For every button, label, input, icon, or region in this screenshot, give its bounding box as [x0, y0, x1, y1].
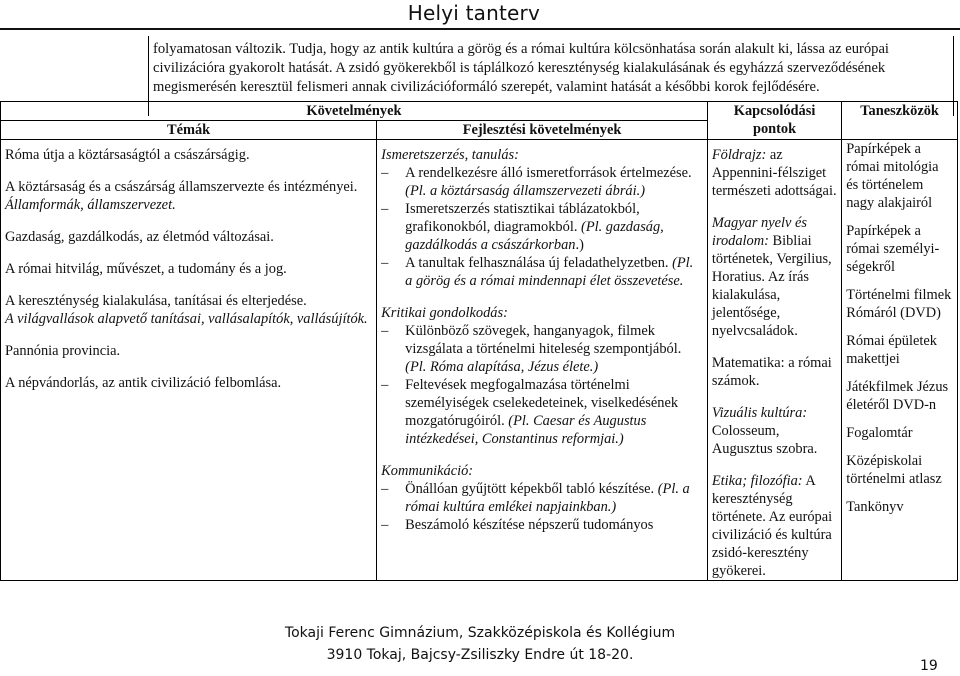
kapcs-item: Etika; filozófia: A kereszténység története. Az európai civilizáció és kultúra zsidó-keresztény gyökerei. — [711, 473, 833, 579]
kommunikacio-title: Kommunikáció: — [381, 463, 474, 479]
footer-line-2: 3910 Tokaj, Bajcsy-Zsiliszky Endre út 18-20. — [326, 647, 634, 663]
kapcsolodasi-header: Kapcsolódási pontok — [707, 102, 841, 140]
tema-item: A római hitvilág, művészet, a tudomány és a jog. — [5, 261, 287, 277]
fejlesztesi-header: Fejlesztési követelmények — [377, 121, 708, 140]
header-title: Helyi tanterv — [407, 1, 540, 25]
intro-paragraph: folyamatosan változik. Tudja, hogy az antik kultúra a görög és a római kultúra kölcsönhatása során alakult ki, lássa az európai civilizációra gyakorolt hatását. A zsidó gyökerekből is táplálkozó kereszténység kialakulásának és egyházzá szerveződésének megismerésén keresztül felismeri annak civilizációformáló szerepét, valamint hatását a későbbi korok fejlődésére. — [153, 41, 889, 95]
kapcs-item: Vizuális kultúra: Colosseum, Augusztus szobra. — [711, 405, 818, 457]
curriculum-table — [0, 101, 958, 581]
page-number: 19 — [920, 658, 938, 674]
kritikai-title: Kritikai gondolkodás: — [381, 305, 508, 321]
taneszkoz-item: Papírképek a római mitológia és történelem nagy alakjairól — [846, 141, 939, 211]
header-rule — [0, 28, 960, 30]
header-row-1 — [1, 102, 958, 121]
bullet-item: – Különböző szövegek, hanganyagok, filmek vizsgálata a történelmi hiteleség szempontjából. (Pl. Róma alapítása, Jézus élete.) — [381, 323, 682, 375]
tema-item: Pannónia provincia. — [5, 343, 121, 359]
tema-item: A világvallások alapvető tanításai, vallásalapítók, vallásújítók. — [5, 311, 368, 327]
footer-line-1: Tokaji Ferenc Gimnázium, Szakközépiskola és Kollégium — [284, 625, 676, 641]
taneszkoz-item: Fogalomtár — [846, 425, 913, 441]
bullet-item: – A rendelkezésre álló ismeretforrások értelmezése. (Pl. a köztársaság államszervezeti ábrái.) — [381, 165, 692, 199]
kovetelmenyek-header: Követelmények — [1, 102, 708, 121]
bullet-item: – Ismeretszerzés statisztikai táblázatokból, grafikonokból, diagramokból. (Pl. gazdaság, gazdálkodás a császárkorban.) — [381, 201, 664, 253]
page-header — [0, 0, 960, 26]
taneszkoz-item: Tankönyv — [846, 499, 904, 515]
bullet-item: – Beszámoló készítése népszerű tudományos — [381, 517, 654, 533]
taneszkoz-item: Játékfilmek Jézus életéről DVD-n — [846, 379, 949, 413]
ismeretszerzes-title: Ismeretszerzés, tanulás: — [381, 147, 519, 163]
temak-header: Témák — [1, 121, 377, 140]
bullet-item: – Feltevések megfogalmazása történelmi személyiségek cselekedeteinek, viselkedésének mozgatórugóiról. (Pl. Caesar és Augustus intézkedései, Constantinus reformjai.) — [381, 377, 679, 447]
fejlesztesi-cell — [377, 140, 708, 581]
page-footer — [0, 622, 960, 666]
taneszkozok-header: Taneszközök — [842, 102, 958, 140]
taneszkoz-item: Római épületek makettjei — [846, 333, 937, 367]
bullet-item: – Önállóan gyűjtött képekből tabló készítése. (Pl. a római kultúra emlékei napjainkban.) — [381, 481, 690, 515]
content-row — [1, 140, 958, 581]
bullet-item: – A tanultak felhasználása új feladathelyzetben. (Pl. a görög és a római mindennapi élet összevetése. — [381, 255, 694, 289]
taneszkoz-item: Papírképek a római személyi-ségekről — [846, 223, 940, 275]
kapcs-item: Matematika: a római számok. — [711, 355, 832, 389]
tema-item: A népvándorlás, az antik civilizáció felbomlása. — [5, 375, 282, 391]
taneszkoz-item: Középiskolai történelmi atlasz — [846, 453, 942, 487]
tema-item: Gazdaság, gazdálkodás, az életmód változásai. — [5, 229, 274, 245]
temak-cell — [1, 140, 377, 581]
tema-item: Róma útja a köztársaságtól a császárságig. — [5, 147, 250, 163]
kapcs-item: Magyar nyelv és irodalom: Bibliai történetek, Vergilius, Horatius. Az írás kialakulása, jelentősége, nyelvcsaládok. — [711, 215, 832, 339]
kapcsolodasi-cell — [707, 140, 841, 581]
kapcs-item: Földrajz: az Appennini-félsziget természeti adottságai. — [711, 147, 837, 199]
taneszkozok-cell — [842, 140, 958, 581]
tema-item: A köztársaság és a császárság államszervezte és intézményei. Államformák, államszervezet. — [5, 179, 358, 213]
tema-item: A kereszténység kialakulása, tanításai és elterjedése. — [5, 293, 307, 309]
taneszkoz-item: Történelmi filmek Rómáról (DVD) — [846, 287, 952, 321]
